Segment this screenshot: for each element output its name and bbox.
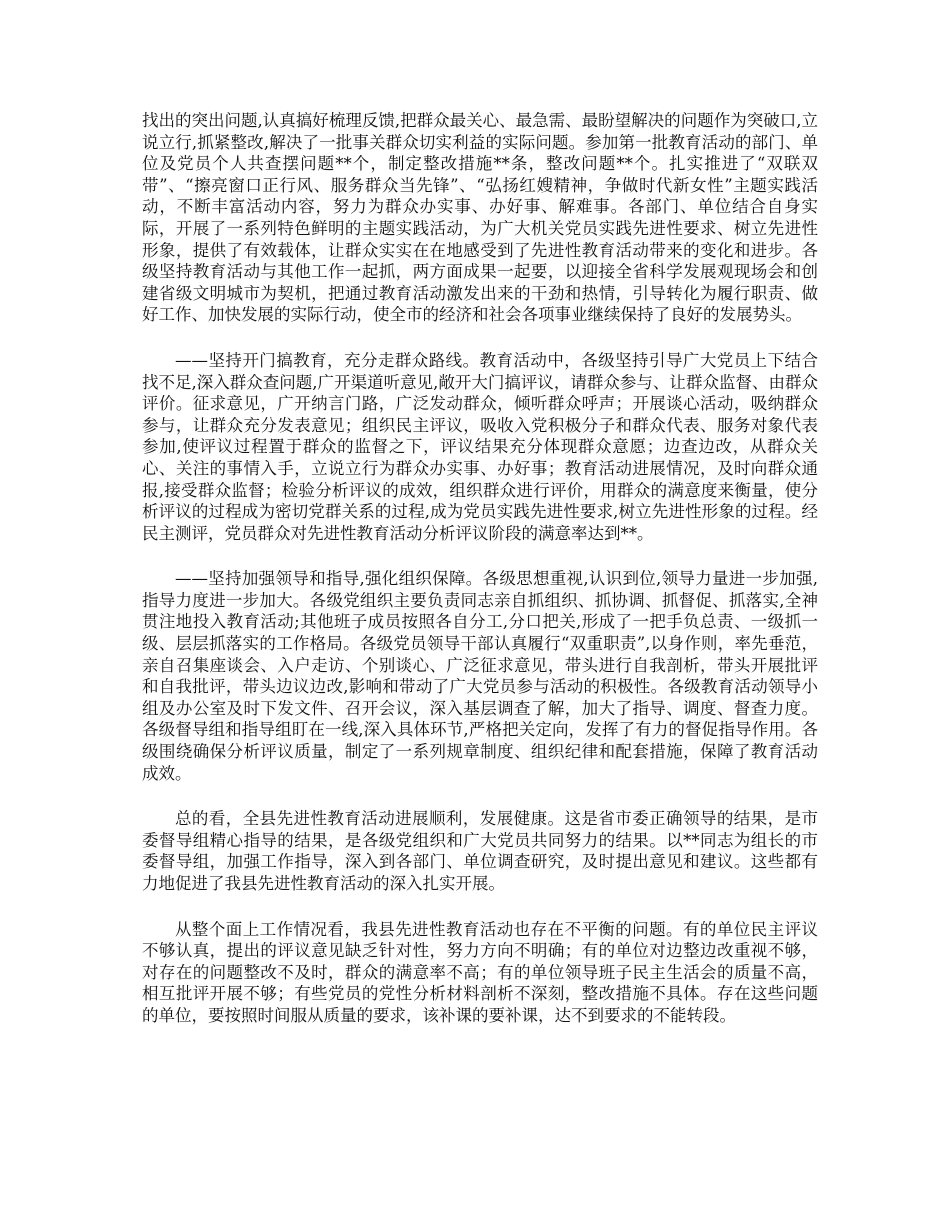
document-body: [142, 110, 818, 1051]
paragraph-existing-problems: 从整个面上工作情况看，我县先进性教育活动也存在不平衡的问题。有的单位民主评议不够认真，提出的评议意见缺乏针对性，努力方向不明确；有的单位对边整边改重视不够，对存在的问题整改不及时，群众的满意率不高；有的单位领导班子民主生活会的质量不高，相互批评开展不够；有些党员的党性分析材料剖析不深刻，整改措施不具体。存在这些问题的单位，要按照时间服从质量的要求，该补课的要补课，达不到要求的不能转段。: [142, 919, 818, 1025]
paragraph-open-door-education: ——坚持开门搞教育，充分走群众路线。教育活动中，各级坚持引导广大党员上下结合找不足,深入群众查问题,广开渠道听意见,敞开大门搞评议，请群众参与、让群众监督、由群众评价。征求意见，广开纳言门路，广泛发动群众，倾听群众呼声；开展谈心活动，吸纳群众参与，让群众充分发表意见；组织民主评议，吸收入党积极分子和群众代表、服务对象代表参加,使评议过程置于群众的监督之下，评议结果充分体现群众意愿；边查边改，从群众关心、关注的事情入手，立说立行为群众办实事、办好事；教育活动进展情况，及时向群众通报,接受群众监督；检验分析评议的成效，组织群众进行评价，用群众的满意度来衡量，使分析评议的过程成为密切党群关系的过程,成为党员实践先进性要求,树立先进性形象的过程。经民主测评，党员群众对先进性教育活动分析评议阶段的满意率达到**。: [142, 350, 818, 543]
paragraph-overall-summary: 总的看，全县先进性教育活动进展顺利，发展健康。这是省市委正确领导的结果，是市委督导组精心指导的结果，是各级党组织和广大党员共同努力的结果。以**同志为组长的市委督导组，加强工作指导，深入到各部门、单位调查研究，及时提出意见和建议。这些都有力地促进了我县先进性教育活动的深入扎实开展。: [142, 809, 818, 893]
paragraph-continued-intro: 找出的突出问题,认真搞好梳理反馈,把群众最关心、最急需、最盼望解决的问题作为突破口,立说立行,抓紧整改,解决了一批事关群众切实利益的实际问题。参加第一批教育活动的部门、单位及党员个人共查摆问题**个，制定整改措施**条，整改问题**个。扎实推进了“双联双带”、“擦亮窗口正行风、服务群众当先锋”、“弘扬红嫂精神，争做时代新女性”主题实践活动，不断丰富活动内容，努力为群众办实事、办好事、解难事。各部门、单位结合自身实际，开展了一系列特色鲜明的主题实践活动，为广大机关党员实践先进性要求、树立先进性形象，提供了有效载体，让群众实实在在地感受到了先进性教育活动带来的变化和进步。各级坚持教育活动与其他工作一起抓，两方面成果一起要，以迎接全省科学发展观现场会和创建省级文明城市为契机，把通过教育活动激发出来的干劲和热情，引导转化为履行职责、做好工作、加快发展的实际行动，使全市的经济和社会各项事业继续保持了良好的发展势头。: [142, 111, 818, 325]
paragraph-leadership-guidance: ——坚持加强领导和指导,强化组织保障。各级思想重视,认识到位,领导力量进一步加强,指导力度进一步加大。各级党组织主要负责同志亲自抓组织、抓协调、抓督促、抓落实,全神贯注地投入教育活动;其他班子成员按照各自分工,分口把关,形成了一把手负总责、一级抓一级、层层抓落实的工作格局。各级党员领导干部认真履行“双重职责”,以身作则，率先垂范，亲自召集座谈会、入户走访、个别谈心、广泛征求意见，带头进行自我剖析，带头开展批评和自我批评，带头边议边改,影响和带动了广大党员参与活动的积极性。各级教育活动领导小组及办公室及时下发文件、召开会议，深入基层调查了解，加大了指导、调度、督查力度。各级督导组和指导组盯在一线,深入具体环节,严格把关定向，发挥了有力的督促指导作用。各级围绕确保分析评议质量，制定了一系列规章制度、组织纪律和配套措施，保障了教育活动成效。: [142, 569, 818, 783]
